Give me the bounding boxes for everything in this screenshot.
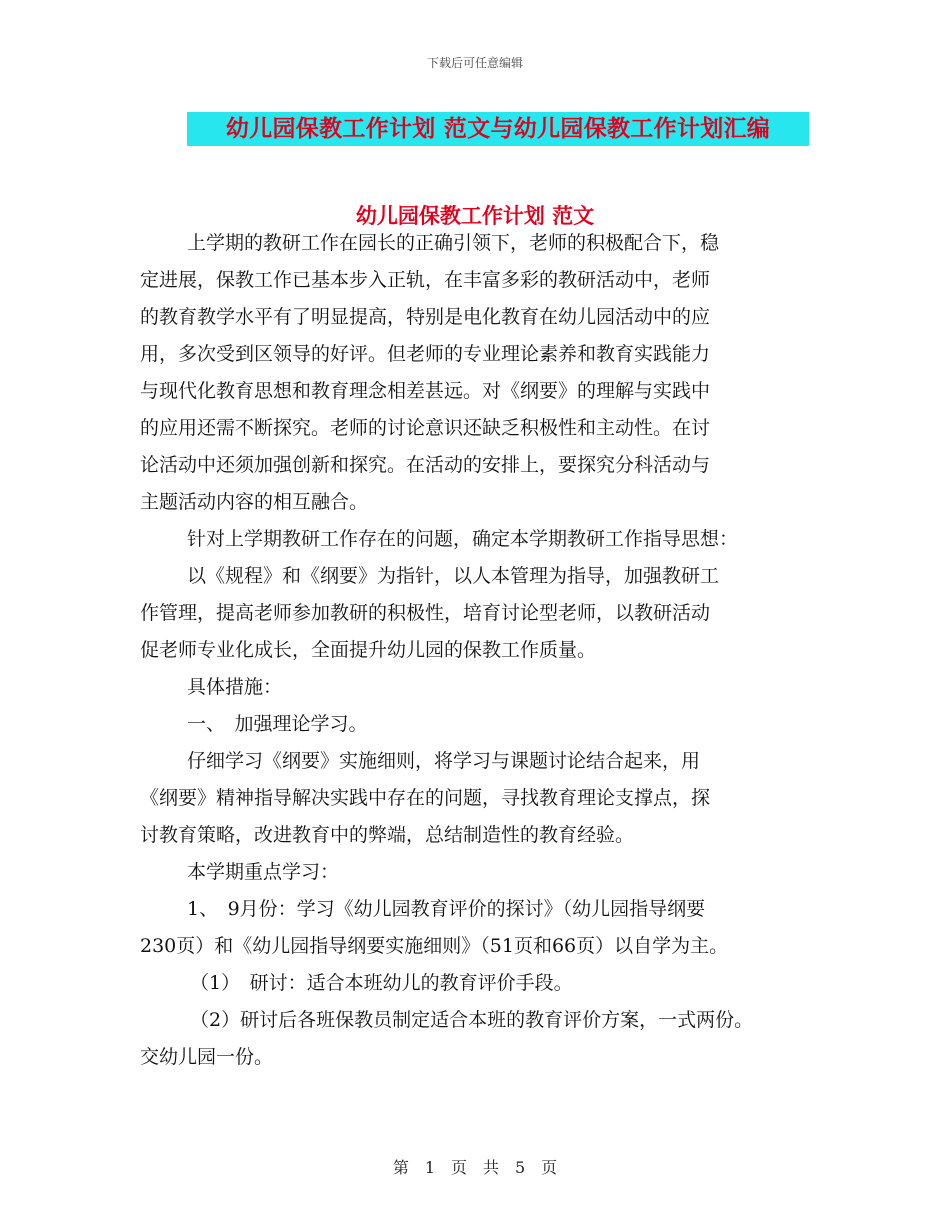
body-line: 定进展，保教工作已基本步入正轨，在丰富多彩的教研活动中，老师 (140, 269, 711, 291)
body-line: 仔细学习《纲要》实施细则，将学习与课题讨论结合起来，用 (187, 750, 701, 772)
page-footer: 第 1 页 共 5 页 (392, 1158, 558, 1177)
body-line: 作管理，提高老师参加教研的积极性，培育讨论型老师，以教研活动 (140, 602, 711, 624)
body-line: 论活动中还须加强创新和探究。在活动的安排上，要探究分科活动与 (140, 454, 711, 476)
body-line: 一、 加强理论学习。 (187, 713, 368, 735)
body-line: 交幼儿园一份。 (140, 1046, 274, 1068)
body-line: 1、 9月份：学习《幼儿园教育评价的探讨》（幼儿园指导纲要 (187, 898, 706, 920)
body-line: 讨教育策略，改进教育中的弊端，总结制造性的教育经验。 (140, 824, 635, 846)
body-line: 的应用还需不断探究。老师的讨论意识还缺乏积极性和主动性。在讨 (140, 417, 711, 439)
document-body (140, 228, 815, 1072)
body-line: （1） 研讨：适合本班幼儿的教育评价手段。 (190, 972, 573, 994)
document-title: 幼儿园保教工作计划 范文与幼儿园保教工作计划汇编 (187, 112, 809, 146)
body-line: 与现代化教育思想和教育理念相差甚远。对《纲要》的理解与实践中 (140, 380, 711, 402)
body-line: （2）研讨后各班保教员制定适合本班的教育评价方案，一式两份。 (190, 1009, 754, 1031)
body-line: 上学期的教研工作在园长的正确引领下，老师的积极配合下，稳 (187, 232, 720, 254)
body-line: 主题活动内容的相互融合。 (140, 491, 369, 513)
header-note: 下载后可任意编辑 (426, 56, 523, 70)
body-line: 针对上学期教研工作存在的问题，确定本学期教研工作指导思想： (187, 528, 739, 550)
body-line: 《纲要》精神指导解决实践中存在的问题，寻找教育理论支撑点，探 (140, 787, 711, 809)
body-line: 的教育教学水平有了明显提高，特别是电化教育在幼儿园活动中的应 (140, 306, 711, 328)
body-line: 以《规程》和《纲要》为指针，以人本管理为指导，加强教研工 (187, 565, 720, 587)
body-line: 用，多次受到区领导的好评。但老师的专业理论素养和教育实践能力 (140, 343, 711, 365)
body-line: 具体措施： (187, 676, 283, 698)
body-line: 230页）和《幼儿园指导纲要实施细则》（51页和66页）以自学为主。 (140, 935, 729, 957)
section-title: 幼儿园保教工作计划 范文 (355, 204, 595, 228)
body-line: 促老师专业化成长，全面提升幼儿园的保教工作质量。 (140, 639, 597, 661)
body-line: 本学期重点学习： (187, 861, 340, 883)
